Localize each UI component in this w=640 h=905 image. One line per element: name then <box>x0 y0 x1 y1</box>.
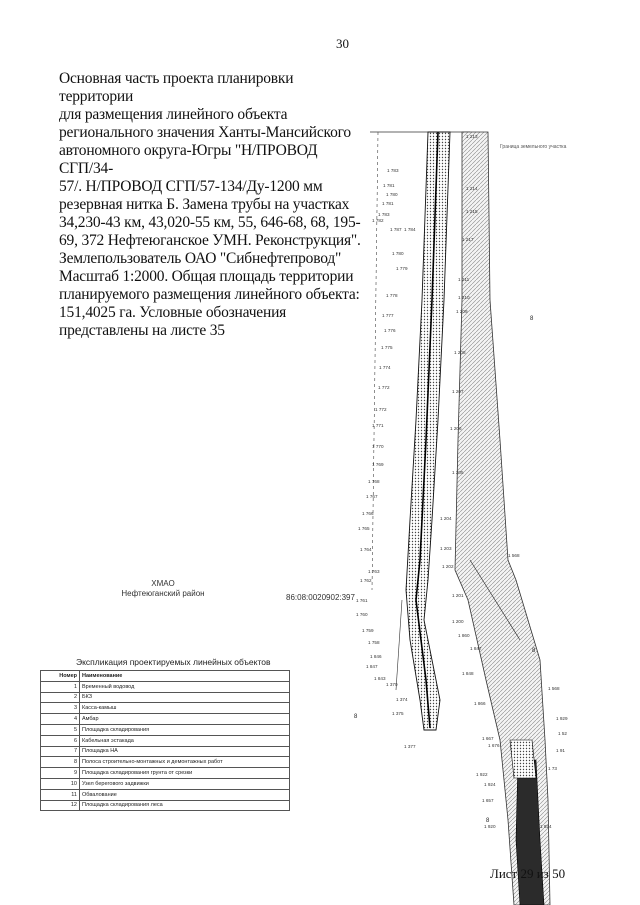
svg-text:1 375: 1 375 <box>392 711 404 716</box>
svg-text:1 782: 1 782 <box>372 218 384 223</box>
svg-text:1 204: 1 204 <box>440 516 452 521</box>
legend-row <box>41 778 290 789</box>
legend-row-number: 11 <box>41 789 80 800</box>
svg-text:1 214: 1 214 <box>466 186 478 191</box>
svg-text:1 762: 1 762 <box>360 578 372 583</box>
legend-row-name: Площадка складирования грунта от срезки <box>80 768 290 779</box>
title-line: 57/. Н/ПРОВОД СГП/57-134/Ду-1200 мм <box>59 178 323 195</box>
svg-text:1 211: 1 211 <box>458 277 470 282</box>
svg-text:1 770: 1 770 <box>372 444 384 449</box>
svg-text:1 777: 1 777 <box>382 313 394 318</box>
svg-text:1 676: 1 676 <box>488 743 500 748</box>
legend-row <box>41 800 290 811</box>
title-line: 69, 372 Нефтеюганское УМН. Реконструкция". <box>59 232 361 249</box>
svg-text:8: 8 <box>532 648 536 654</box>
svg-text:1 667: 1 667 <box>482 736 494 741</box>
svg-text:1 780: 1 780 <box>386 192 398 197</box>
title-line: Масштаб 1:2000. Общая площадь территории <box>59 268 354 285</box>
legend-row-name: Площадка складирования леса <box>80 800 290 811</box>
svg-text:1 209: 1 209 <box>456 309 468 314</box>
title-line: 34,230-43 км, 43,020-55 км, 55, 646-68, 68, 195- <box>59 214 361 231</box>
svg-text:1 922: 1 922 <box>476 772 488 777</box>
svg-text:1 203: 1 203 <box>440 546 452 551</box>
legend-row <box>41 789 290 800</box>
svg-text:1 783: 1 783 <box>387 168 399 173</box>
svg-text:1 781: 1 781 <box>383 183 395 188</box>
title-line: для размещения линейного объекта <box>59 106 288 123</box>
legend-row-number: 10 <box>41 778 80 789</box>
legend-row-name: Площадка НА <box>80 746 290 757</box>
svg-text:1 787: 1 787 <box>390 227 402 232</box>
title-line: Землепользователь ОАО "Сибнефтепровод" <box>59 250 342 267</box>
svg-text:1 847: 1 847 <box>470 646 482 651</box>
svg-text:8: 8 <box>354 714 358 720</box>
svg-text:1 208: 1 208 <box>454 350 466 355</box>
region-name: ХМАО <box>151 579 175 588</box>
svg-text:1 763: 1 763 <box>368 569 380 574</box>
legend-row-number: 12 <box>41 800 80 811</box>
svg-text:1 200: 1 200 <box>452 619 464 624</box>
picket-labels <box>356 168 416 716</box>
legend-row-name: Полоса строительно-монтажных и демонтажных работ <box>80 757 290 768</box>
legend-row-name: Временный водовод <box>80 681 290 692</box>
svg-text:1 778: 1 778 <box>386 293 398 298</box>
svg-text:1 377: 1 377 <box>404 744 416 749</box>
legend-row-number: 5 <box>41 724 80 735</box>
legend-row <box>41 703 290 714</box>
svg-text:1 766: 1 766 <box>362 511 374 516</box>
svg-text:1 866: 1 866 <box>474 701 486 706</box>
svg-text:1 780: 1 780 <box>392 251 404 256</box>
legend-row <box>41 692 290 703</box>
svg-text:1 759: 1 759 <box>362 628 374 633</box>
title-line: Основная часть проекта планировки территории <box>59 70 294 105</box>
legend-row-number: 4 <box>41 714 80 725</box>
legend-row <box>41 768 290 779</box>
svg-text:1 374: 1 374 <box>396 697 408 702</box>
svg-text:1 924: 1 924 <box>540 824 552 829</box>
legend-row-name: Обвалование <box>80 789 290 800</box>
svg-text:1 206: 1 206 <box>450 426 462 431</box>
legend-row-name: БКЗ <box>80 692 290 703</box>
legend-row-name: Касса-камыш <box>80 703 290 714</box>
legend-row-name: Амбар <box>80 714 290 725</box>
svg-text:1 764: 1 764 <box>360 547 372 552</box>
svg-text:1 929: 1 929 <box>556 716 568 721</box>
page-number: 30 <box>336 36 349 51</box>
region-label <box>108 579 218 599</box>
title-line: представлены на листе 35 <box>59 322 225 339</box>
svg-text:1 772: 1 772 <box>378 385 390 390</box>
legend-row <box>41 735 290 746</box>
svg-text:1 210: 1 210 <box>458 295 470 300</box>
svg-text:1 52: 1 52 <box>558 731 567 736</box>
svg-text:1 781: 1 781 <box>382 201 394 206</box>
svg-text:1 768: 1 768 <box>368 479 380 484</box>
legend-row-name: Узел берегового задвижки <box>80 778 290 789</box>
legend-table <box>40 670 290 811</box>
sheet-footer: Лист 29 из 50 <box>490 866 566 881</box>
svg-text:1 779: 1 779 <box>396 266 408 271</box>
cadastral-number: 86:08:0020902:397 <box>286 593 355 602</box>
map-note: Граница земельного участка <box>500 144 567 150</box>
svg-text:8: 8 <box>530 316 534 322</box>
title-line: резервная нитка Б. Замена трубы на участках <box>59 196 350 213</box>
legend-row-number: 7 <box>41 746 80 757</box>
svg-text:1 370: 1 370 <box>386 682 398 687</box>
svg-text:1 765: 1 765 <box>358 526 370 531</box>
svg-text:1 207: 1 207 <box>452 389 464 394</box>
svg-text:1 860: 1 860 <box>458 633 470 638</box>
svg-text:1 91: 1 91 <box>556 748 565 753</box>
svg-text:1 201: 1 201 <box>452 593 464 598</box>
svg-text:1 760: 1 760 <box>356 612 368 617</box>
pipeline-mid-section <box>510 740 536 778</box>
svg-text:1 784: 1 784 <box>404 227 416 232</box>
title-line: 151,4025 га. Условные обозначения <box>59 304 287 321</box>
district-name: Нефтеюганский район <box>121 589 205 598</box>
legend-row-number: 9 <box>41 768 80 779</box>
svg-text:1 769: 1 769 <box>372 462 384 467</box>
legend-title: Экспликация проектируемых линейных объектов <box>76 657 271 667</box>
legend-row-name: Площадка складирования <box>80 724 290 735</box>
legend-row <box>41 724 290 735</box>
title-line: планируемого размещения линейного объекта: <box>59 286 360 303</box>
svg-text:1 775: 1 775 <box>381 345 393 350</box>
svg-text:1 568: 1 568 <box>508 553 520 558</box>
svg-text:1 774: 1 774 <box>379 365 391 370</box>
legend-row-number: 6 <box>41 735 80 746</box>
legend-row-number: 3 <box>41 703 80 714</box>
svg-text:1 772: 1 772 <box>375 407 387 412</box>
svg-text:1 783: 1 783 <box>378 212 390 217</box>
svg-text:1 771: 1 771 <box>372 423 384 428</box>
title-line: регионального значения Ханты-Мансийского <box>59 124 351 141</box>
legend-header-row <box>41 671 290 682</box>
svg-text:1 217: 1 217 <box>462 237 474 242</box>
legend-row-name: Кабельная эстакада <box>80 735 290 746</box>
svg-text:1 215: 1 215 <box>466 209 478 214</box>
svg-text:8: 8 <box>486 818 490 824</box>
svg-text:1 761: 1 761 <box>356 598 368 603</box>
svg-text:1 758: 1 758 <box>368 640 380 645</box>
legend-row <box>41 746 290 757</box>
svg-text:1 776: 1 776 <box>384 328 396 333</box>
svg-text:1 202: 1 202 <box>442 564 454 569</box>
svg-text:1 213: 1 213 <box>466 134 478 139</box>
svg-text:1 847: 1 847 <box>366 664 378 669</box>
legend-row-number: 8 <box>41 757 80 768</box>
title-line: автономного округа-Югры "Н/ПРОВОД СГП/34- <box>59 142 318 177</box>
svg-text:1 924: 1 924 <box>484 782 496 787</box>
svg-text:1 205: 1 205 <box>452 470 464 475</box>
pipeline-band <box>406 132 450 730</box>
svg-text:1 848: 1 848 <box>462 671 474 676</box>
legend-row-number: 2 <box>41 692 80 703</box>
svg-text:1 846: 1 846 <box>370 654 382 659</box>
svg-text:1 568: 1 568 <box>548 686 560 691</box>
legend-header-number: Номер <box>41 671 80 682</box>
svg-text:1 73: 1 73 <box>548 766 557 771</box>
legend-row-number: 1 <box>41 681 80 692</box>
legend-row <box>41 681 290 692</box>
svg-text:1 843: 1 843 <box>374 676 386 681</box>
legend-row <box>41 757 290 768</box>
svg-text:1 767: 1 767 <box>366 494 378 499</box>
legend-row <box>41 714 290 725</box>
svg-text:1 657: 1 657 <box>482 798 494 803</box>
legend-header-name: Наименование <box>80 671 290 682</box>
svg-text:1 920: 1 920 <box>484 824 496 829</box>
